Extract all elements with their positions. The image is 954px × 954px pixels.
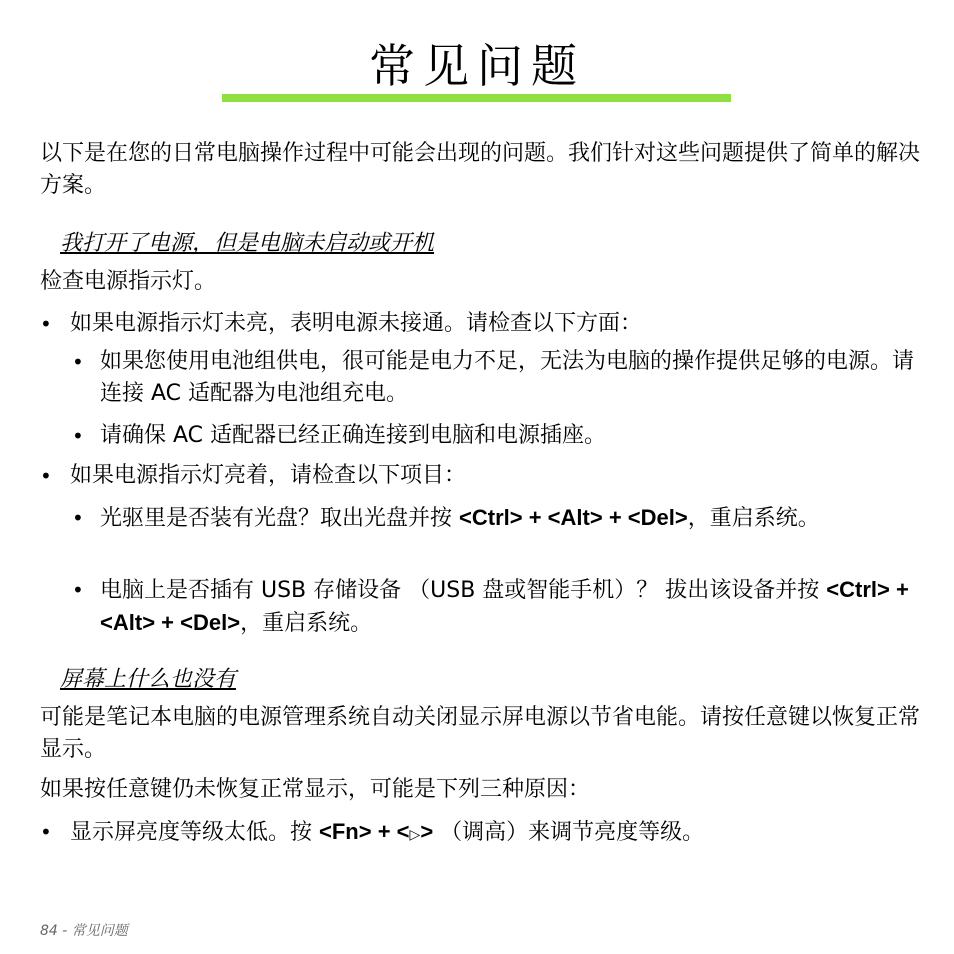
list-item-light-off: 如果电源指示灯未亮，表明电源未接通。请检查以下方面： <box>70 311 643 336</box>
bullet: • <box>72 350 84 374</box>
bullet: • <box>40 312 52 336</box>
list-item-usb: 电脑上是否插有 USB 存储设备 （USB 盘或智能手机）？ 拔出该设备并按 <Ctrl> + <Alt> + <Del>，重启系统。 <box>100 577 909 636</box>
power-saving-paragraph: 可能是笔记本电脑的电源管理系统自动关闭显示屏电源以节省电能。请按任意键以恢复正常显示。 <box>40 705 921 762</box>
check-power-light: 检查电源指示灯。 <box>40 269 217 294</box>
list-item-brightness: 显示屏亮度等级太低。按 <Fn> + <▷> （调高）来调节亮度等级。 <box>70 819 705 845</box>
bullet: • <box>40 464 52 488</box>
three-reasons-paragraph: 如果按任意键仍未恢复正常显示，可能是下列三种原因： <box>40 777 591 802</box>
list-item-adapter: 请确保 AC 适配器已经正确连接到电脑和电源插座。 <box>100 423 607 448</box>
bullet: • <box>72 578 84 602</box>
list-item-optical-disc: 光驱里是否装有光盘？取出光盘并按 <Ctrl> + <Alt> + <Del>，重启系统。 <box>100 505 820 531</box>
page-footer: 84 - 常见问题 <box>40 923 128 939</box>
bullet: • <box>72 506 84 530</box>
intro-paragraph: 以下是在您的日常电脑操作过程中可能会出现的问题。我们针对这些问题提供了简单的解决方案。 <box>40 141 921 198</box>
bullet: • <box>72 424 84 448</box>
list-item-light-on: 如果电源指示灯亮着，请检查以下项目： <box>70 463 467 488</box>
list-item-battery: 如果您使用电池组供电，很可能是电力不足，无法为电脑的操作提供足够的电源。请连接 AC 适配器为电池组充电。 <box>100 349 915 406</box>
section-heading-blank-screen: 屏幕上什么也没有 <box>60 667 237 692</box>
page-title: 常见问题 <box>369 39 585 93</box>
brightness-up-icon: ▷ <box>409 827 421 843</box>
section-heading-power: 我打开了电源，但是电脑未启动或开机 <box>60 231 435 256</box>
title-underline-bar <box>222 94 731 102</box>
bullet: • <box>40 820 52 844</box>
